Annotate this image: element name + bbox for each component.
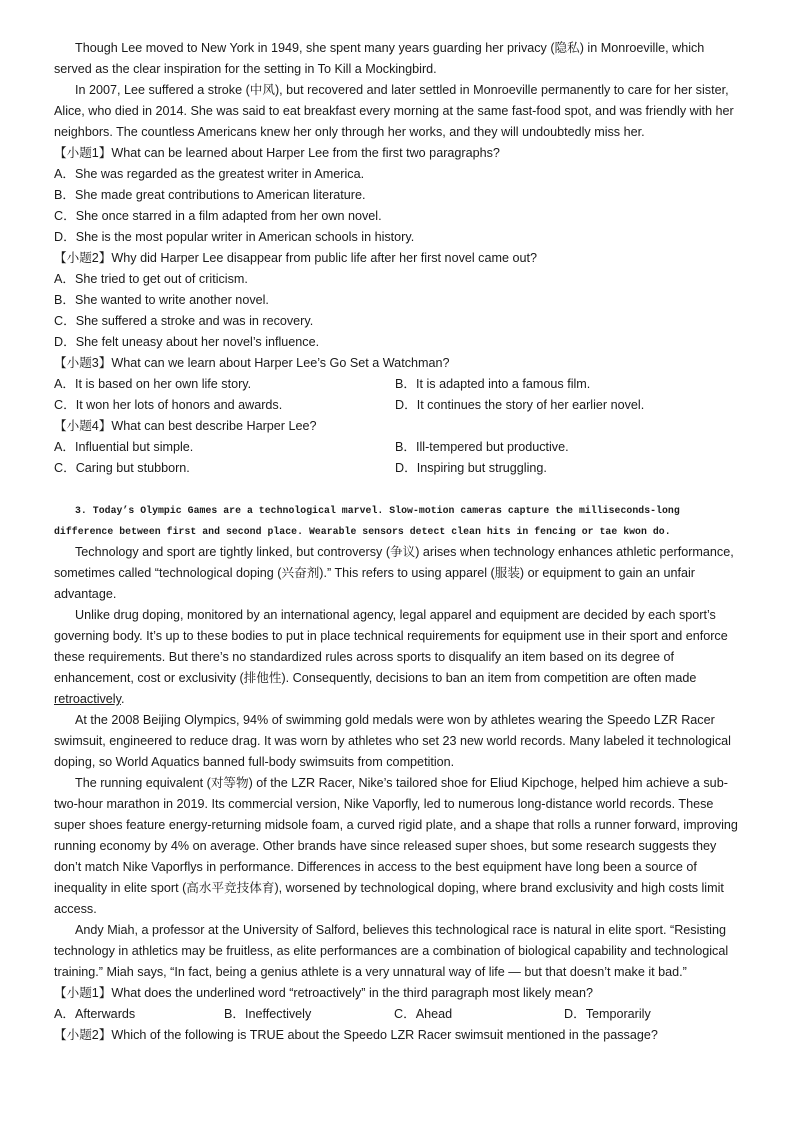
- question-stem: 【小题3】What can we learn about Harper Lee’s Go Set a Watchman?: [54, 356, 450, 370]
- options-row: [54, 374, 744, 395]
- option: C．She once starred in a film adapted from her own novel.: [54, 209, 382, 223]
- options-row: [54, 395, 744, 416]
- option: C．It won her lots of honors and awards.: [54, 398, 283, 412]
- question-stem: 【小题1】What can be learned about Harper Lee from the first two paragraphs?: [54, 146, 500, 160]
- spacer: [54, 479, 744, 500]
- options-row: [54, 437, 744, 458]
- option: D．It continues the story of her earlier novel.: [395, 398, 645, 412]
- paragraph: Andy Miah, a professor at the University of Salford, believes this technological race is natural in elite sport. “Resisting technology in athletics may be fruitless, as elite performances are a combination of biological capability and technological training.” Miah says, “In fact, being a genius athlete is a very unnatural way of life — but that doesn’t make it bad.”: [54, 923, 729, 979]
- option: D．Temporarily: [564, 1007, 651, 1021]
- paragraph: In 2007, Lee suffered a stroke (中风), but recovered and later settled in Monroeville permanently to care for her sister, Alice, who died in 2014. She was said to eat breakfast every morning at the same fast-food spot, and was friendly with her neighbors. The countless Americans knew her only through her works, and they will undoubtedly miss her.: [54, 83, 734, 139]
- option: A．She tried to get out of criticism.: [54, 272, 248, 286]
- option: B．She wanted to write another novel.: [54, 293, 269, 307]
- option: B．Ill-tempered but productive.: [395, 440, 569, 454]
- question-stem: 【小题1】What does the underlined word “retroactively” in the third paragraph most likely mean?: [54, 986, 593, 1000]
- option: D．Inspiring but struggling.: [395, 461, 547, 475]
- question-stem: 【小题2】Which of the following is TRUE about the Speedo LZR Racer swimsuit mentioned in the passage?: [54, 1028, 658, 1042]
- paragraph-text: .: [120, 692, 125, 706]
- option: D．She is the most popular writer in American schools in history.: [54, 230, 415, 244]
- option: C．She suffered a stroke and was in recovery.: [54, 314, 314, 328]
- option: A．She was regarded as the greatest writer in America.: [54, 167, 365, 181]
- options-row: [54, 458, 744, 479]
- question-stem: 【小题4】What can best describe Harper Lee?: [54, 419, 317, 433]
- underlined-word: retroactively: [54, 692, 121, 706]
- option: B．Ineffectively: [224, 1007, 312, 1021]
- option: A．Afterwards: [54, 1007, 136, 1021]
- option: A．It is based on her own life story.: [54, 377, 252, 391]
- passage-intro-line: difference between first and second place. Wearable sensors detect clean hits in fencing or tae kwon do.: [54, 526, 671, 537]
- option: D．She felt uneasy about her novel’s influence.: [54, 335, 320, 349]
- paragraph: Technology and sport are tightly linked, but controversy (争议) arises when technology enhances athletic performance, sometimes called “technological doping (兴奋剂).” This refers to using apparel (服装) or equipment to gain an unfair advantage.: [54, 545, 734, 601]
- option: B．It is adapted into a famous film.: [395, 377, 591, 391]
- document-page: [54, 38, 744, 1046]
- paragraph: Though Lee moved to New York in 1949, she spent many years guarding her privacy (隐私) in Monroeville, which served as the clear inspiration for the setting in To Kill a Mockingbird.: [54, 41, 705, 76]
- paragraph: At the 2008 Beijing Olympics, 94% of swimming gold medals were won by athletes wearing the Speedo LZR Racer swimsuit, engineered to reduce drag. It was worn by athletes who set 23 new world records. Many labeled it technological doping, so World Aquatics banned full-body swimsuits from competition.: [54, 713, 731, 769]
- paragraph: The running equivalent (对等物) of the LZR Racer, Nike’s tailored shoe for Eliud Kipchoge, helped him achieve a sub-two-hour marathon in 2019. Its commercial version, Nike Vaporfly, led to numerous long-distance world records. These super shoes feature energy-returning midsole foam, a curved rigid plate, and a shape that rolls a runner forward, improving running economy by 4% on average. Other brands have since released super shoes, but some research suggests they don’t match Nike Vaporflys in performance. Differences in access to the best equipment have long been a source of inequality in elite sport (高水平竞技体育), worsened by technological doping, where brand exclusivity and high costs limit access.: [54, 776, 738, 916]
- options-row: [54, 1004, 744, 1025]
- question-stem: 【小题2】Why did Harper Lee disappear from public life after her first novel came out?: [54, 251, 537, 265]
- paragraph-text: Unlike drug doping, monitored by an international agency, legal apparel and equipment are decided by each sport’s governing body. It’s up to these bodies to put in place technical requirements for equipment use in their sport and enforce these requirements. But there’s no standardized rules across sports to disqualify an item based on its degree of enhancement, cost or exclusivity (排他性). Consequently, decisions to ban an item from competition are often made: [54, 608, 728, 685]
- option: B．She made great contributions to American literature.: [54, 188, 366, 202]
- option: C．Ahead: [394, 1007, 453, 1021]
- option: C．Caring but stubborn.: [54, 461, 190, 475]
- paragraph: [54, 605, 744, 710]
- passage-intro-line: 3. Today’s Olympic Games are a technological marvel. Slow-motion cameras capture the milliseconds-long: [75, 505, 680, 516]
- option: A．Influential but simple.: [54, 440, 194, 454]
